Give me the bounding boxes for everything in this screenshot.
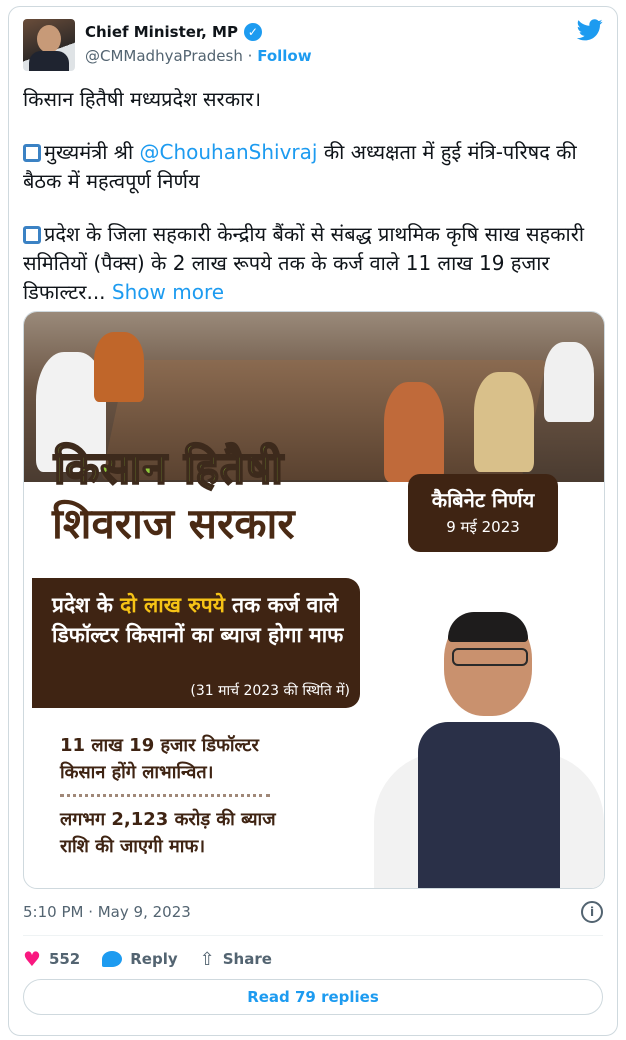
author-name[interactable]: Chief Minister, MP [85,23,238,41]
dotted-divider [60,794,270,797]
share-icon: ⇧ [199,948,215,970]
timestamp-row [23,901,603,925]
badge-title: कैबिनेट निर्णय [431,488,535,512]
author-handle[interactable]: @CMMadhyaPradesh [85,47,243,65]
divider [23,935,603,936]
like-count: 552 [48,950,81,968]
checkbox-emoji-icon [23,144,41,162]
reply-button[interactable] [102,950,177,968]
author-name-row [85,23,262,41]
box-text-pre: प्रदेश के [52,593,121,617]
para3-text: प्रदेश के जिला सहकारी केन्द्रीय बैंकों से संबद्ध प्राथमिक कृषि साख सहकारी समितियों (पैक्स) के 2 लाख रूपये तक के कर्ज वाले 11 लाख 19 हजार डिफाल्टर... [23,222,585,304]
mention-link[interactable]: @ChouhanShivraj [139,140,318,164]
fact-beneficiaries: 11 लाख 19 हजार डिफॉल्टर किसान होंगे लाभान्वित। [60,735,259,783]
poster-title-1: किसान हितैषी [54,443,284,494]
timestamp[interactable]: 5:10 PM · May 9, 2023 [23,903,191,921]
reply-bubble-icon [102,951,122,967]
tweet-line-1: किसान हितैषी मध्यप्रदेश सरकार। [23,87,262,111]
checkbox-emoji-icon [23,226,41,244]
tweet-paragraph-2 [23,138,597,196]
tweet-text [23,85,597,331]
cabinet-decision-badge [408,474,558,552]
chief-minister-photo [374,612,604,888]
action-bar [23,945,603,973]
heart-icon: ♥ [23,947,41,971]
box-text-post: तक कर्ज वाले डिफॉल्टर किसानों का ब्याज होगा माफ [52,593,344,647]
poster-title-2: शिवराज सरकार [52,499,295,548]
tweet-header [23,19,603,71]
like-button[interactable] [23,947,80,971]
share-button[interactable] [200,949,272,970]
para2-text-pre: मुख्यमंत्री श्री [44,140,140,164]
info-icon[interactable]: i [581,901,603,923]
tweet-card [8,6,618,1036]
fact-interest-waiver: लगभग 2,123 करोड़ की ब्याज राशि की जाएगी माफ। [60,809,276,857]
reply-label: Reply [130,950,178,968]
avatar[interactable] [23,19,75,71]
tweet-media-image[interactable] [23,311,605,889]
show-more-link[interactable]: Show more [111,280,225,304]
share-label: Share [222,950,272,968]
follow-button[interactable]: Follow [257,47,312,65]
box-subtext: (31 मार्च 2023 की स्थिति में) [190,683,350,699]
author-handle-row [85,47,312,65]
box-highlight: दो लाख रुपये [120,593,225,617]
read-replies-button[interactable]: Read 79 replies [23,979,603,1015]
separator-dot: · [247,47,253,65]
para2-text-post: की अध्यक्षता में हुई मंत्रि-परिषद की बैठक में महत्वपूर्ण निर्णय [23,140,577,193]
headline-box [32,578,360,708]
verified-badge-icon: ✓ [244,23,262,41]
badge-date: 9 मई 2023 [446,518,520,536]
tweet-paragraph-3 [23,220,597,307]
twitter-bird-icon[interactable] [577,19,603,41]
